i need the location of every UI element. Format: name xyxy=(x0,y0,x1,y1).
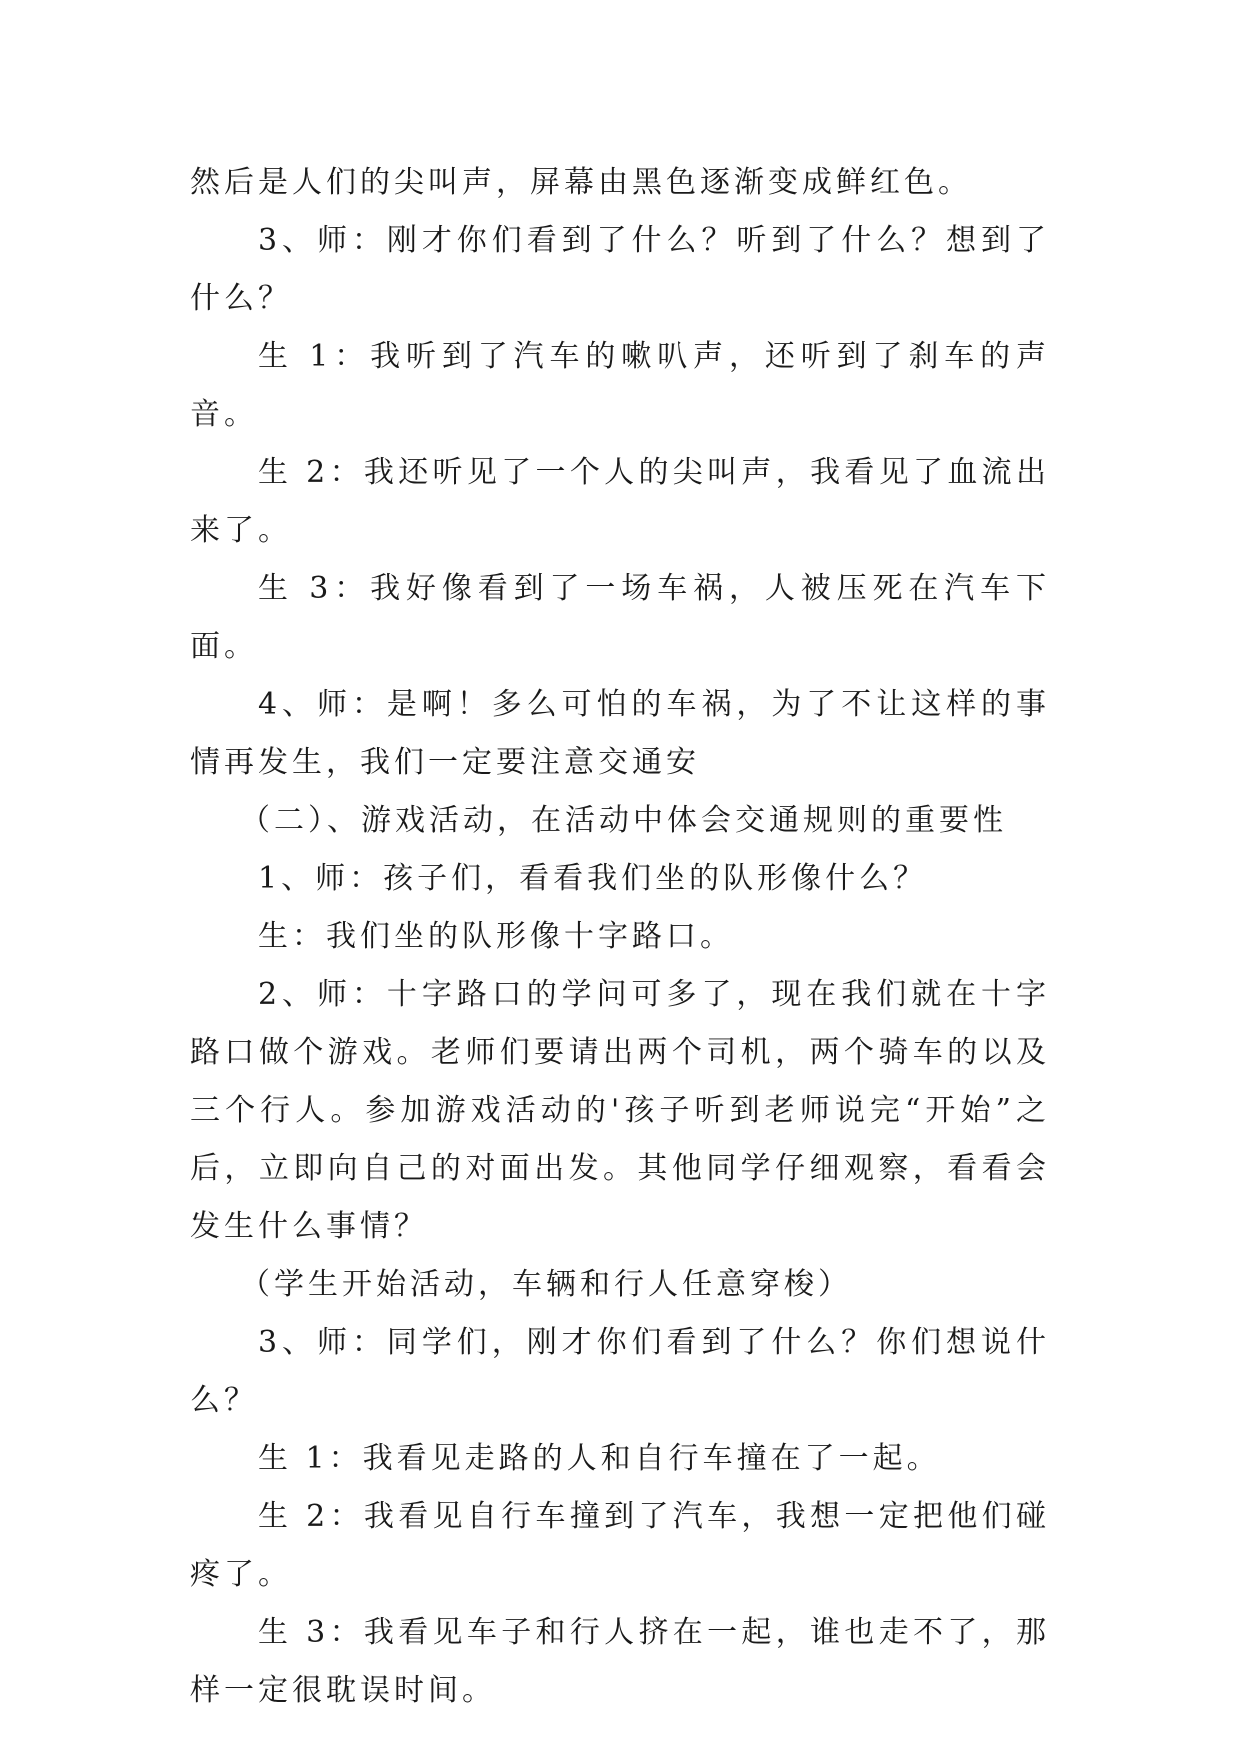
section-heading-game-activity: （二）、游戏活动，在活动中体会交通规则的重要性 xyxy=(240,803,1007,838)
document-body xyxy=(190,154,1050,1720)
paragraph-student-3: 生 3：我好像看到了一场车祸，人被压死在汽车下面。 xyxy=(190,571,1050,664)
paragraph-student-3b: 生 3：我看见车子和行人挤在一起，谁也走不了，那样一定很耽误时间。 xyxy=(190,1615,1050,1708)
paragraph-student-answer: 生：我们坐的队形像十字路口。 xyxy=(258,919,734,954)
paragraph-student-2: 生 2：我还听见了一个人的尖叫声，我看见了血流出来了。 xyxy=(190,455,1050,548)
paragraph-student-2b: 生 2：我看见自行车撞到了汽车，我想一定把他们碰疼了。 xyxy=(190,1499,1050,1592)
paragraph-teacher-2: 2、师：十字路口的学问可多了，现在我们就在十字路口做个游戏。老师们要请出两个司机，两个骑车的以及三个行人。参加游戏活动的'孩子听到老师说完“开始”之后，立即向自己的对面出发。其他同学仔细观察，看看会发生什么事情？ xyxy=(190,977,1050,1244)
paragraph-student-1b: 生 1：我看见走路的人和自行车撞在了一起。 xyxy=(258,1441,941,1476)
paragraph-continuation: 然后是人们的尖叫声，屏幕由黑色逐渐变成鲜红色。 xyxy=(190,165,972,200)
paragraph-teacher-1: 1、师：孩子们，看看我们坐的队形像什么？ xyxy=(258,861,928,896)
paragraph-teacher-question-3: 3、师：刚才你们看到了什么？听到了什么？想到了什么？ xyxy=(190,223,1050,316)
paragraph-stage-direction: （学生开始活动，车辆和行人任意穿梭） xyxy=(240,1267,852,1302)
paragraph-teacher-3: 3、师：同学们，刚才你们看到了什么？你们想说什么？ xyxy=(190,1325,1050,1418)
paragraph-student-1: 生 1：我听到了汽车的嗽叭声，还听到了刹车的声音。 xyxy=(190,339,1050,432)
paragraph-teacher-4: 4、师：是啊！多么可怕的车祸，为了不让这样的事情再发生，我们一定要注意交通安 xyxy=(190,687,1050,780)
